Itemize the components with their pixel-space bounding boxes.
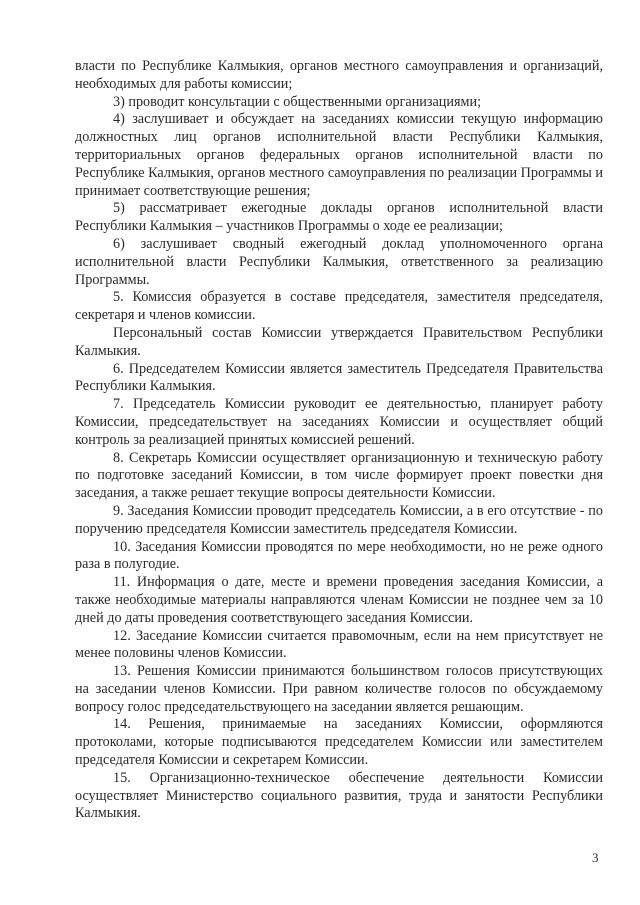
paragraph-clause-12: 12. Заседание Комиссии считается правомочным, если на нем присутствует не менее половины членов Комиссии. bbox=[75, 627, 603, 662]
paragraph-clause-6: 6. Председателем Комиссии является заместитель Председателя Правительства Республики Калмыкия. bbox=[75, 360, 603, 395]
paragraph-clause-9: 9. Заседания Комиссии проводит председатель Комиссии, а в его отсутствие - по поручению председателя Комиссии заместитель председателя Комиссии. bbox=[75, 502, 603, 537]
paragraph-item-3: 3) проводит консультации с общественными организациями; bbox=[113, 93, 482, 110]
page-number: 3 bbox=[592, 850, 599, 865]
paragraph-clause-14: 14. Решения, принимаемые на заседаниях Комиссии, оформляются протоколами, которые подписываются председателем Комиссии или заместителем председателя Комиссии и секретарем Комиссии. bbox=[75, 716, 603, 769]
document-body bbox=[75, 58, 603, 823]
paragraph-clause-7: 7. Председатель Комиссии руководит ее деятельностью, планирует работу Комиссии, председательствует на заседаниях Комиссии и осуществляет общий контроль за реализацией принятых комиссией решений. bbox=[75, 396, 603, 448]
paragraph-personal-composition: Персональный состав Комиссии утверждается Правительством Республики Калмыкия. bbox=[75, 324, 603, 359]
paragraph-clause-10: 10. Заседания Комиссии проводятся по мере необходимости, но не реже одного раза в полугодие. bbox=[75, 538, 603, 573]
paragraph-item-6: 6) заслушивает сводный ежегодный доклад уполномоченного органа исполнительной власти Республики Калмыкия, ответственного за реализацию Программы. bbox=[75, 235, 603, 288]
paragraph-clause-15: 15. Организационно-техническое обеспечение деятельности Комиссии осуществляет Министерство социального развития, труда и занятости Республики Калмыкия. bbox=[75, 769, 603, 822]
paragraph-clause-13: 13. Решения Комиссии принимаются большинством голосов присутствующих на заседании членов Комиссии. При равном количестве голосов по обсуждаемому вопросу голос председательствующего на заседании является решающим. bbox=[75, 663, 603, 715]
paragraph-clause-8: 8. Секретарь Комиссии осуществляет организационную и техническую работу по подготовке заседаний Комиссии, в том числе формирует проект повестки дня заседания, а также решает текущие вопросы деятельности Комиссии. bbox=[75, 449, 603, 502]
paragraph-clause-11: 11. Информация о дате, месте и времени проведения заседания Комиссии, а также необходимые материалы направляются членам Комиссии не позднее чем за 10 дней до даты проведения соответствующего заседания Комиссии. bbox=[75, 574, 603, 626]
paragraph-continuation: власти по Республике Калмыкия, органов местного самоуправления и организаций, необходимых для работы комиссии; bbox=[75, 58, 603, 92]
paragraph-item-5: 5) рассматривает ежегодные доклады органов исполнительной власти Республики Калмыкия – участников Программы о ходе ее реализации; bbox=[75, 200, 603, 235]
paragraph-item-4: 4) заслушивает и обсуждает на заседаниях комиссии текущую информацию должностных лиц органов исполнительной власти Республики Калмыкия, территориальных органов федеральных органов исполнительной власти по Республике Калмыкия, органов местного самоуправления по реализации Программы и принимает соответствующие решения; bbox=[75, 111, 603, 199]
paragraph-clause-5: 5. Комиссия образуется в составе председателя, заместителя председателя, секретаря и членов комиссии. bbox=[75, 289, 603, 324]
